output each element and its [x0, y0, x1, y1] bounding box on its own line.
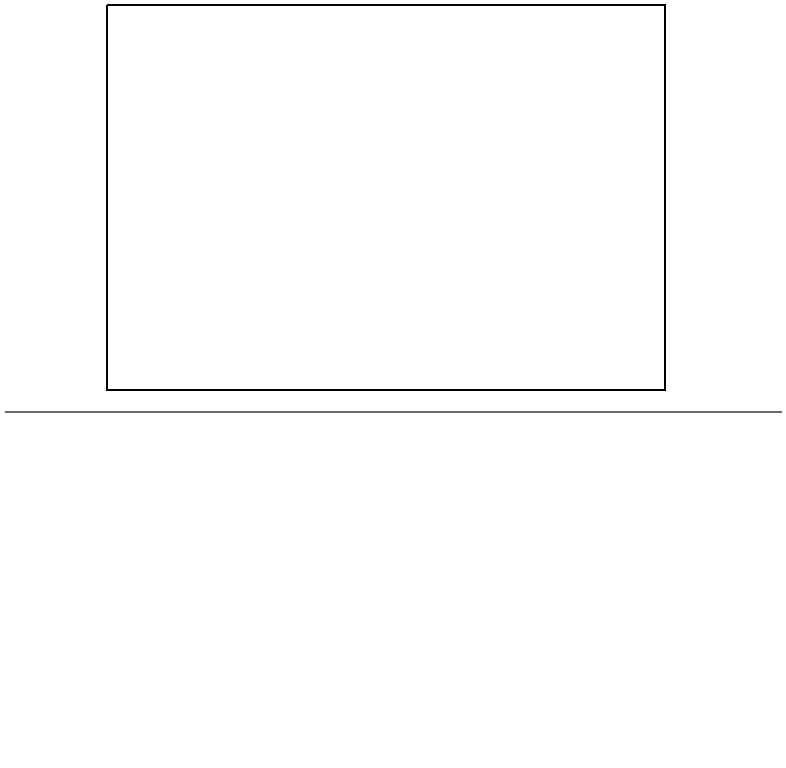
device-outline — [107, 5, 665, 390]
terminal-definition-table — [5, 411, 782, 413]
terminal-definition-table-wrap — [5, 411, 782, 413]
